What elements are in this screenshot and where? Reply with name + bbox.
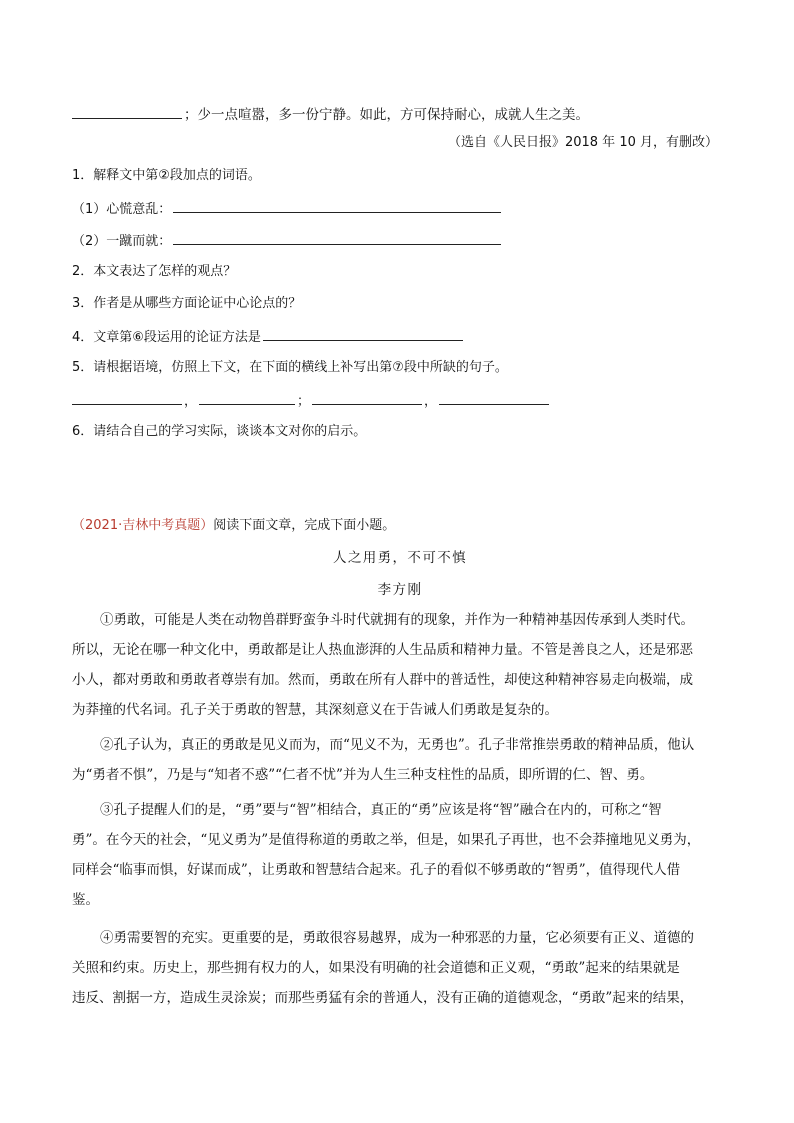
passage-intro [72,516,728,536]
answer-blank[interactable] [199,390,295,405]
passage-line: 小人，都对勇敢和勇敢者尊崇有加。然而，勇敢在所有人群中的普适性，却使这种精神容易走向极端，成 [72,672,693,688]
question-2: 2．本文表达了怎样的观点？ [72,264,237,279]
passage-line: 违反、割据一方，造成生灵涂炭；而那些勇猛有余的普通人，没有正确的道德观念，“勇敢”起来的结果， [72,990,694,1006]
continuation-text: ；少一点喧嚣，多一份宁静。如此，方可保持耐心，成就人生之美。 [184,107,589,123]
passage-line: 为莽撞的代名词。孔子关于勇敢的智慧，其深刻意义在于告诫人们勇敢是复杂的。 [72,702,558,718]
question-5-blanks [72,390,728,412]
question-1-item-2 [72,230,728,252]
blank-separator: ， [184,394,198,409]
article-author: 李方刚 [377,582,423,598]
passage-line: ③孔子提醒人们的是，“勇”要与“智”相结合，真正的“勇”应该是将“智”融合在内的，可称之“智 [100,802,662,818]
question-1: 1．解释文中第②段加点的词语。 [72,168,261,183]
answer-blank[interactable] [439,390,549,405]
question-4 [72,326,728,348]
blank-separator: ； [297,394,311,409]
question-5: 5．请根据语境，仿照上下文，在下面的横线上补写出第⑦段中所缺的句子。 [72,360,508,375]
source-citation: （选自《人民日报》2018 年 10 月，有删改） [447,135,718,150]
answer-blank[interactable] [173,198,501,213]
passage-line: ①勇敢，可能是人类在动物兽群野蛮争斗时代就拥有的现象，并作为一种精神基因传承到人类时代。 [100,612,694,628]
question-1-item-2-label: （2）一蹴而就： [72,234,172,249]
question-1-item-1-label: （1）心慌意乱： [72,202,172,217]
question-4-label: 4．文章第⑥段运用的论证方法是 [72,330,261,345]
question-1-item-1 [72,198,728,220]
question-6: 6．请结合自己的学习实际，谈谈本文对你的启示。 [72,424,367,439]
continuation-line [72,104,728,125]
passage-line: 所以，无论在哪一种文化中，勇敢都是让人热血澎湃的人生品质和精神力量。不管是善良之人，还是邪恶 [72,642,693,658]
exam-source-paren: ） [200,518,214,533]
passage-line: 勇”。在今天的社会，“见义勇为”是值得称道的勇敢之举，但是，如果孔子再世，也不会莽撞地见义勇为， [72,832,701,848]
blank-separator: ， [424,394,438,409]
answer-blank[interactable] [173,230,501,245]
passage-line: 关照和约束。历史上，那些拥有权力的人，如果没有明确的社会道德和正义观，“勇敢”起来的结果就是 [72,960,680,976]
passage-line: 为“勇者不惧”，乃是与“知者不惑”“仁者不忧”并为人生三种支柱性的品质，即所谓的仁、智、勇。 [72,767,654,783]
passage-line: ④勇需要智的充实。更重要的是，勇敢很容易越界，成为一种邪恶的力量，它必须要有正义、道德的 [100,930,694,946]
answer-blank[interactable] [72,104,182,119]
passage-line: 鉴。 [72,892,99,908]
passage-line: ②孔子认为，真正的勇敢是见义而为，而“见义不为，无勇也”。孔子非常推崇勇敢的精神品质，他认 [100,737,695,753]
exam-source-paren: （ [72,518,86,533]
answer-blank[interactable] [312,390,422,405]
article-title: 人之用勇，不可不慎 [332,550,468,566]
question-3: 3．作者是从哪些方面论证中心论点的？ [72,296,302,311]
answer-blank[interactable] [72,390,182,405]
intro-text: 阅读下面文章，完成下面小题。 [213,518,396,533]
exam-source: 2021·吉林中考真题 [85,518,201,533]
answer-blank[interactable] [263,326,463,341]
passage-line: 同样会“临事而惧，好谋而成”，让勇敢和智慧结合起来。孔子的看似不够勇敢的“智勇”，值得现代人借 [72,862,681,878]
